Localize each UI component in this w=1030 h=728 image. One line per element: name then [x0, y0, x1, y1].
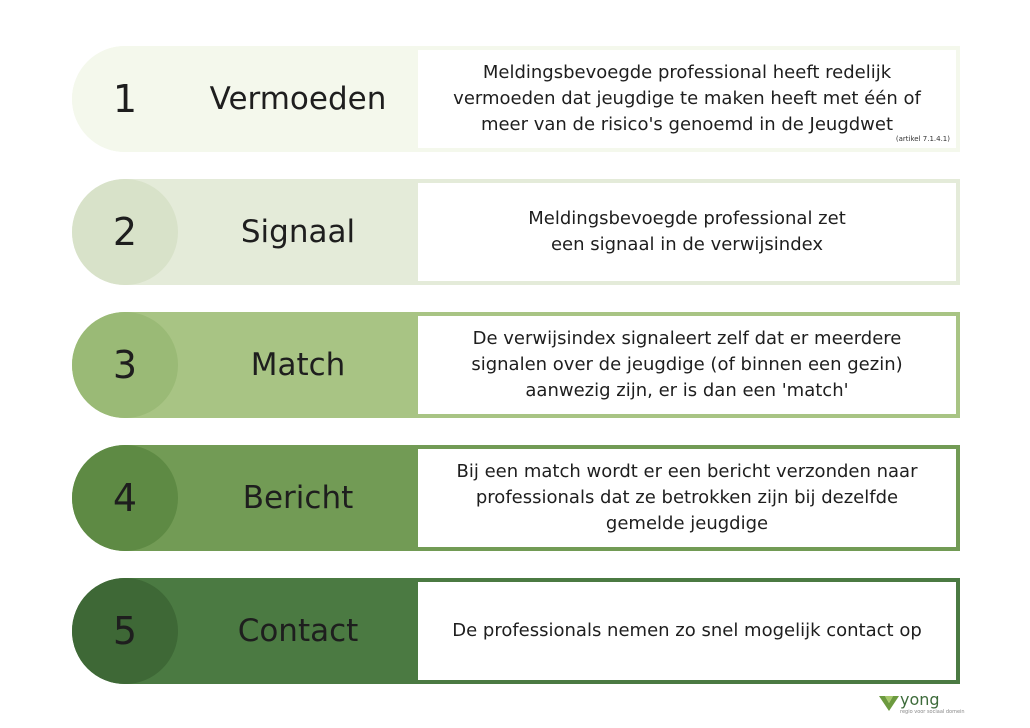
step-2	[72, 179, 960, 285]
step-description: De verwijsindex signaleert zelf dat er meerdere signalen over de jeugdige (of binnen een gezin) aanwezig zijn, er is dan een 'match'	[471, 328, 903, 401]
step-number: 5	[112, 609, 138, 653]
step-title: Match	[250, 347, 346, 383]
logo-name: yong	[900, 690, 940, 709]
step-description-box	[414, 578, 960, 684]
step-description-box	[414, 312, 960, 418]
step-5	[72, 578, 960, 684]
step-description-box	[414, 46, 960, 152]
step-description-box	[414, 445, 960, 551]
step-title: Vermoeden	[209, 81, 387, 117]
yong-logo	[878, 690, 965, 718]
step-title: Contact	[237, 613, 359, 649]
step-description-box	[414, 179, 960, 285]
step-number: 3	[112, 343, 138, 387]
step-description: Meldingsbevoegde professional zet een signaal in de verwijsindex	[528, 208, 846, 255]
step-number: 2	[112, 210, 138, 254]
step-description: Meldingsbevoegde professional heeft redelijk vermoeden dat jeugdige te maken heeft met één of meer van de risico's genoemd in de Jeugdwet	[453, 62, 921, 135]
logo-tagline: regio voor sociaal domein	[900, 709, 965, 715]
step-1	[72, 46, 960, 152]
step-3	[72, 312, 960, 418]
heart-leaf-icon	[878, 694, 900, 712]
step-4	[72, 445, 960, 551]
step-description: De professionals nemen zo snel mogelijk contact op	[452, 620, 922, 641]
article-note: (artikel 7.1.4.1)	[895, 135, 950, 143]
step-title: Signaal	[240, 214, 356, 250]
step-title: Bericht	[242, 480, 354, 516]
step-number: 4	[112, 476, 138, 520]
step-number: 1	[112, 77, 138, 121]
step-description: Bij een match wordt er een bericht verzonden naar professionals dat ze betrokken zijn bij dezelfde gemelde jeugdige	[456, 461, 918, 534]
